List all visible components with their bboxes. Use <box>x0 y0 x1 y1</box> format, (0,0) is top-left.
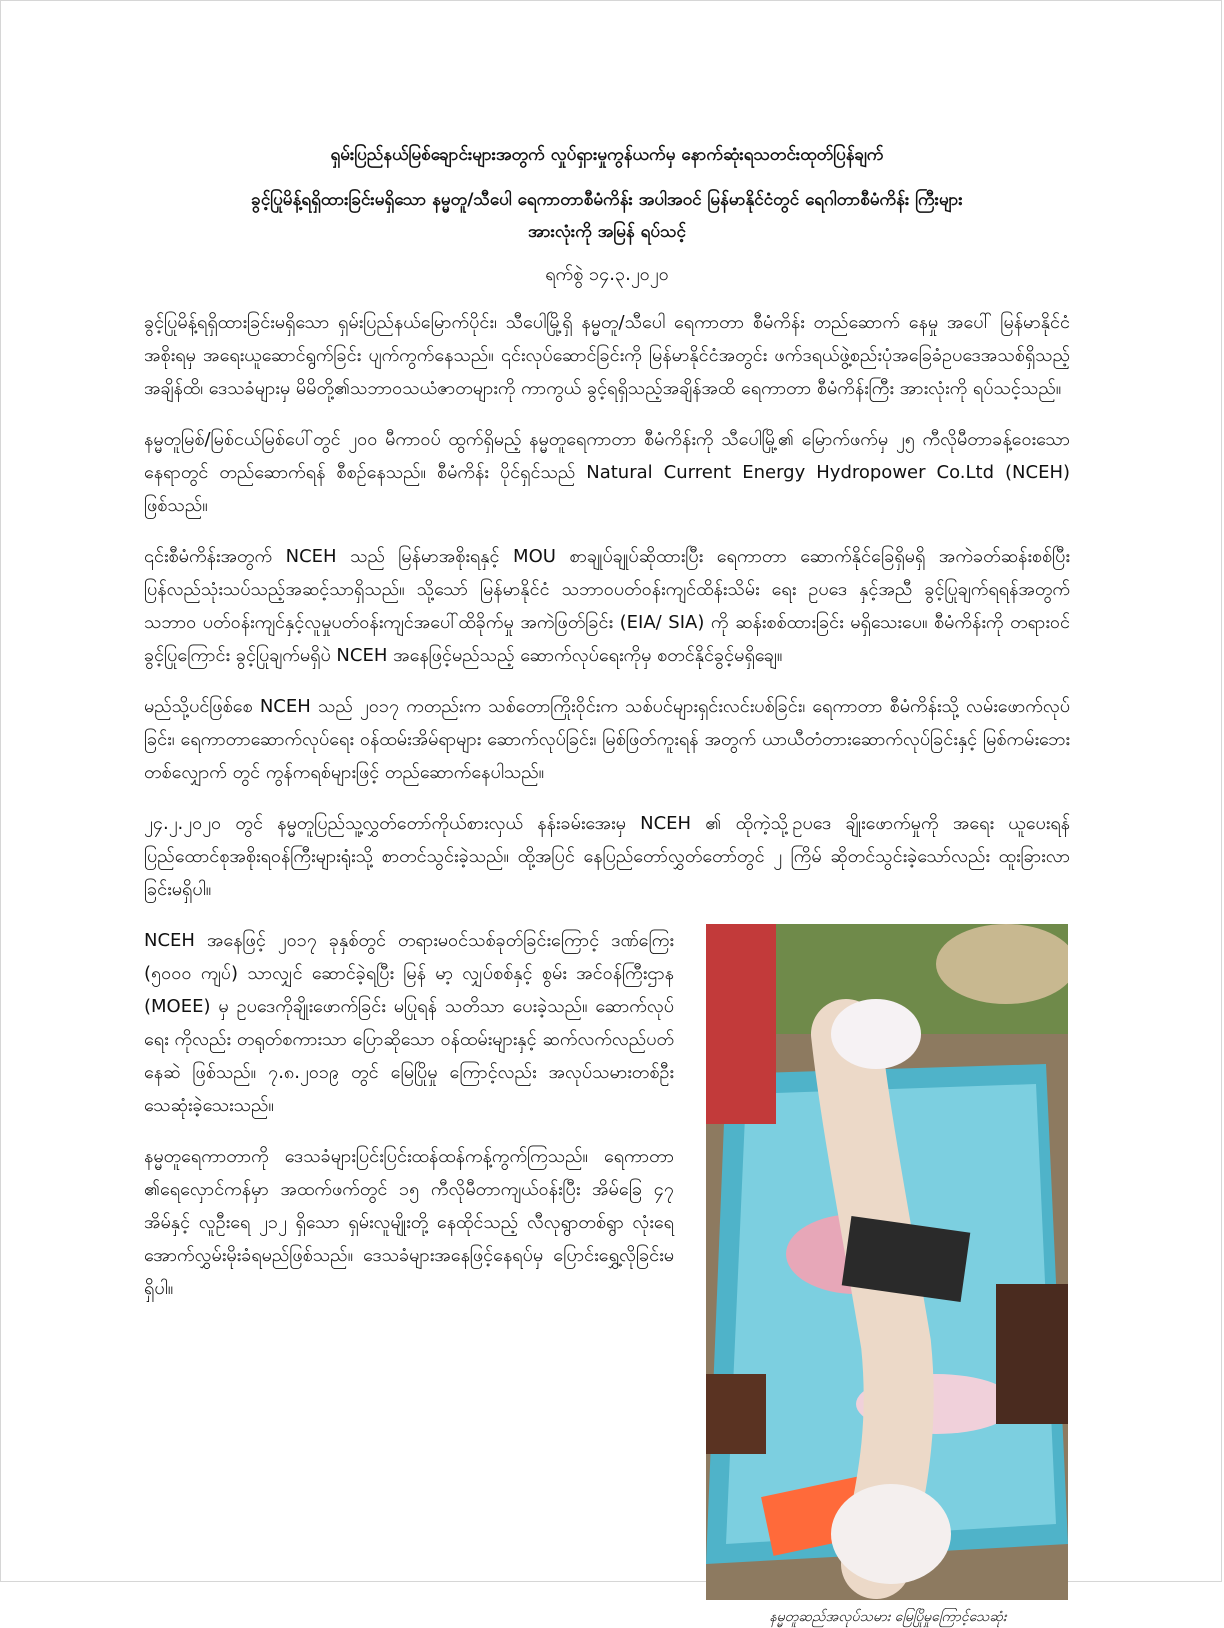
paragraph-3: ၎င်းစီမံကိန်းအတွက် NCEH သည် မြန်မာအစိုးရနှင့် MOU စာချုပ်ချုပ်ဆိုထားပြီး ရေကာတာ ဆောက်နိုင်ခြေရှိမရှိ အကဲခတ်ဆန်းစစ်ပြီး ပြန်လည်သုံးသပ်သည့်အဆင့်သာရှိသည်။ သို့သော် မြန်မာနိုင်ငံ သဘာဝပတ်ဝန်းကျင်ထိန်းသိမ်း ရေး ဥပဒေ နှင့်အညီ ခွင့်ပြုချက်ရရန်အတွက် သဘာဝ ပတ်ဝန်းကျင်နှင့်လူမှုပတ်ဝန်းကျင်အပေါ်ထိခိုက်မှု အကဲဖြတ်ခြင်း (EIA/ SIA) ကို ဆန်းစစ်ထားခြင်း မရှိသေးပေ။ စီမံကိန်းကို တရားဝင်ခွင့်ပြုကြောင်း ခွင့်ပြုချက်မရှိပဲ NCEH အနေဖြင့်မည်သည့် ဆောက်လုပ်ရေးကိုမှ စတင်နိုင်ခွင့်မရှိချေ။ <box>144 546 1070 666</box>
photo-icon <box>706 924 1068 1600</box>
figure-caption: နမ္မတူဆည်အလုပ်သမား မြေပြိုမှုကြောင့်သေဆုံး <box>769 1609 1007 1625</box>
paragraph-1: ခွင့်ပြုမိန့်ရရှိထားခြင်းမရှိသော ရှမ်းပြည်နယ်မြောက်ပိုင်း၊ သီပေါမြို့ရှိ နမ္မတူ/သီပေါ ရေကာတာ စီမံကိန်း တည်ဆောက် နေမှု အပေါ် မြန်မာနိုင်ငံအစိုးရမှ အရေးယူဆောင်ရွက်ခြင်း ပျက်ကွက်နေသည်။ ၎င်းလုပ်ဆောင်ခြင်းကို မြန်မာနိုင်ငံအတွင်း ဖက်ဒရယ်ဖွဲ့စည်းပုံအခြေခံဥပဒေအသစ်ရှိသည့်အချိန်ထိ၊ ဒေသခံများမှ မိမိတို့၏သဘာဝသယံဇာတများကို ကာကွယ် ခွင့်ရရှိသည့်အချိန်အထိ ရေကာတာ စီမံကိန်းကြီး အားလုံးကို ရပ်သင့်သည်။ <box>144 312 1070 399</box>
paragraph-6: NCEH အနေဖြင့် ၂၀၁၇ ခုနှစ်တွင် တရားမဝင်သစ်ခုတ်ခြင်းကြောင့် ဒဏ်ကြေး (၅၀၀၀ ကျပ်) သာလျှင် ဆောင်ခဲ့ရပြီး မြန် မာ့ လျှပ်စစ်နှင့် စွမ်း အင်ဝန်ကြီးဌာန (MOEE) မှ ဥပဒေကိုချိုးဖောက်ခြင်း မပြုရန် သတိသာ ပေးခဲ့သည်။ ဆောက်လုပ်ရေး ကိုလည်း တရုတ်စကားသာ ပြောဆိုသော ဝန်ထမ်းများနှင့် ဆက်လက်လည်ပတ်နေဆဲ ဖြစ်သည်။ ၇.၈.၂၀၁၉ တွင် မြေပြိုမှု ကြောင့်လည်း အလုပ်သမားတစ်ဦး သေဆုံးခဲ့သေးသည်။ <box>144 930 674 1116</box>
figure <box>706 924 1070 1628</box>
photo-section <box>144 924 1070 1625</box>
document-date: ရက်စွဲ ၁၄.၃.၂၀၂၀ <box>545 264 669 285</box>
document-title: ရှမ်းပြည်နယ်မြစ်ချောင်းများအတွက် လှုပ်ရှားမှုကွန်ယက်မှ နောက်ဆုံးရသတင်းထုတ်ပြန်ချက် <box>330 145 884 165</box>
paragraph-7: နမ္မတူရေကာတာကို ဒေသခံများပြင်းပြင်းထန်ထန်ကန့်ကွက်ကြသည်။ ရေကာတာ ၏ရေလှောင်ကန်မှာ အထက်ဖက်တွင် ၁၅ ကီလိုမီတာကျယ်ဝန်းပြီး အိမ်ခြေ ၄၇ အိမ်နှင့် လူဦးရေ ၂၁၂ ရှိသော ရှမ်းလူမျိုးတို့ နေထိုင်သည့် လီလုရွာတစ်ရွာ လုံးရေ အောက်လွှမ်းမိုးခံရမည်ဖြစ်သည်။ ဒေသခံများအနေဖြင့်နေရပ်မှ ပြောင်းရွှေ့လိုခြင်းမရှိပါ။ <box>144 1146 674 1299</box>
subtitle-line-1: ခွင့်ပြုမိန့်ရရှိထားခြင်းမရှိသော နမ္မတူ/သီပေါ ရေကာတာစီမံကိန်း အပါအဝင် မြန်မာနိုင်ငံတွင် ရေဂါတာစီမံကိန်း ကြီးများ <box>251 190 963 210</box>
subtitle-line-2: အားလုံးကို အမြန် ရပ်သင့် <box>528 222 686 242</box>
document-subtitle <box>144 184 1070 248</box>
paragraph-5: ၂၄.၂.၂၀၂၀ တွင် နမ္မတူပြည်သူ့လွှတ်တော်ကိုယ်စားလှယ် နန်းခမ်းအေးမှ NCEH ၏ ထိုကဲ့သို့ဥပဒေ ချိုးဖောက်မှုကို အရေး ယူပေးရန် ပြည်ထောင်စုအစိုးရဝန်ကြီးများရုံးသို့ စာတင်သွင်းခဲ့သည်။ ထို့အပြင် နေပြည်တော်လွှတ်တော်တွင် ၂ ကြိမ် ဆိုတင်သွင်းခဲ့သော်လည်း ထူးခြားလာခြင်းမရှိပါ။ <box>144 813 1070 900</box>
paragraph-4: မည်သို့ပင်ဖြစ်စေ NCEH သည် ၂၀၁၇ ကတည်းက သစ်တောကြိုးဝိုင်းက သစ်ပင်များရှင်းလင်းပစ်ခြင်း၊ ရေကာတာ စီမံကိန်းသို့ လမ်းဖောက်လုပ်ခြင်း၊ ရေကာတာဆောက်လုပ်ရေး ဝန်ထမ်းအိမ်ရာများ ဆောက်လုပ်ခြင်း၊ မြစ်ဖြတ်ကူးရန် အတွက် ယာယီတံတားဆောက်လုပ်ခြင်းနှင့် မြစ်ကမ်းဘေးတစ်လျှောက် တွင် ကွန်ကရစ်များဖြင့် တည်ဆောက်နေပါသည်။ <box>144 696 1070 783</box>
paragraph-2: နမ္မတူမြစ်/မြစ်ငယ်မြစ်ပေါ်တွင် ၂၀၀ မီကာဝပ် ထွက်ရှိမည့် နမ္မတူရေကာတာ စီမံကိန်းကို သီပေါမြို့၏ မြောက်ဖက်မှ ၂၅ ကီလိုမီတာခန့်ဝေးသော နေရာတွင် တည်ဆောက်ရန် စီစဉ်နေသည်။ စီမံကိန်း ပိုင်ရှင်သည် Natural Current Energy Hydropower Co.Ltd (NCEH) ဖြစ်သည်။ <box>144 429 1070 516</box>
photo-illustration <box>706 924 1068 1600</box>
left-column <box>144 924 674 1305</box>
document-body <box>144 140 1070 1625</box>
